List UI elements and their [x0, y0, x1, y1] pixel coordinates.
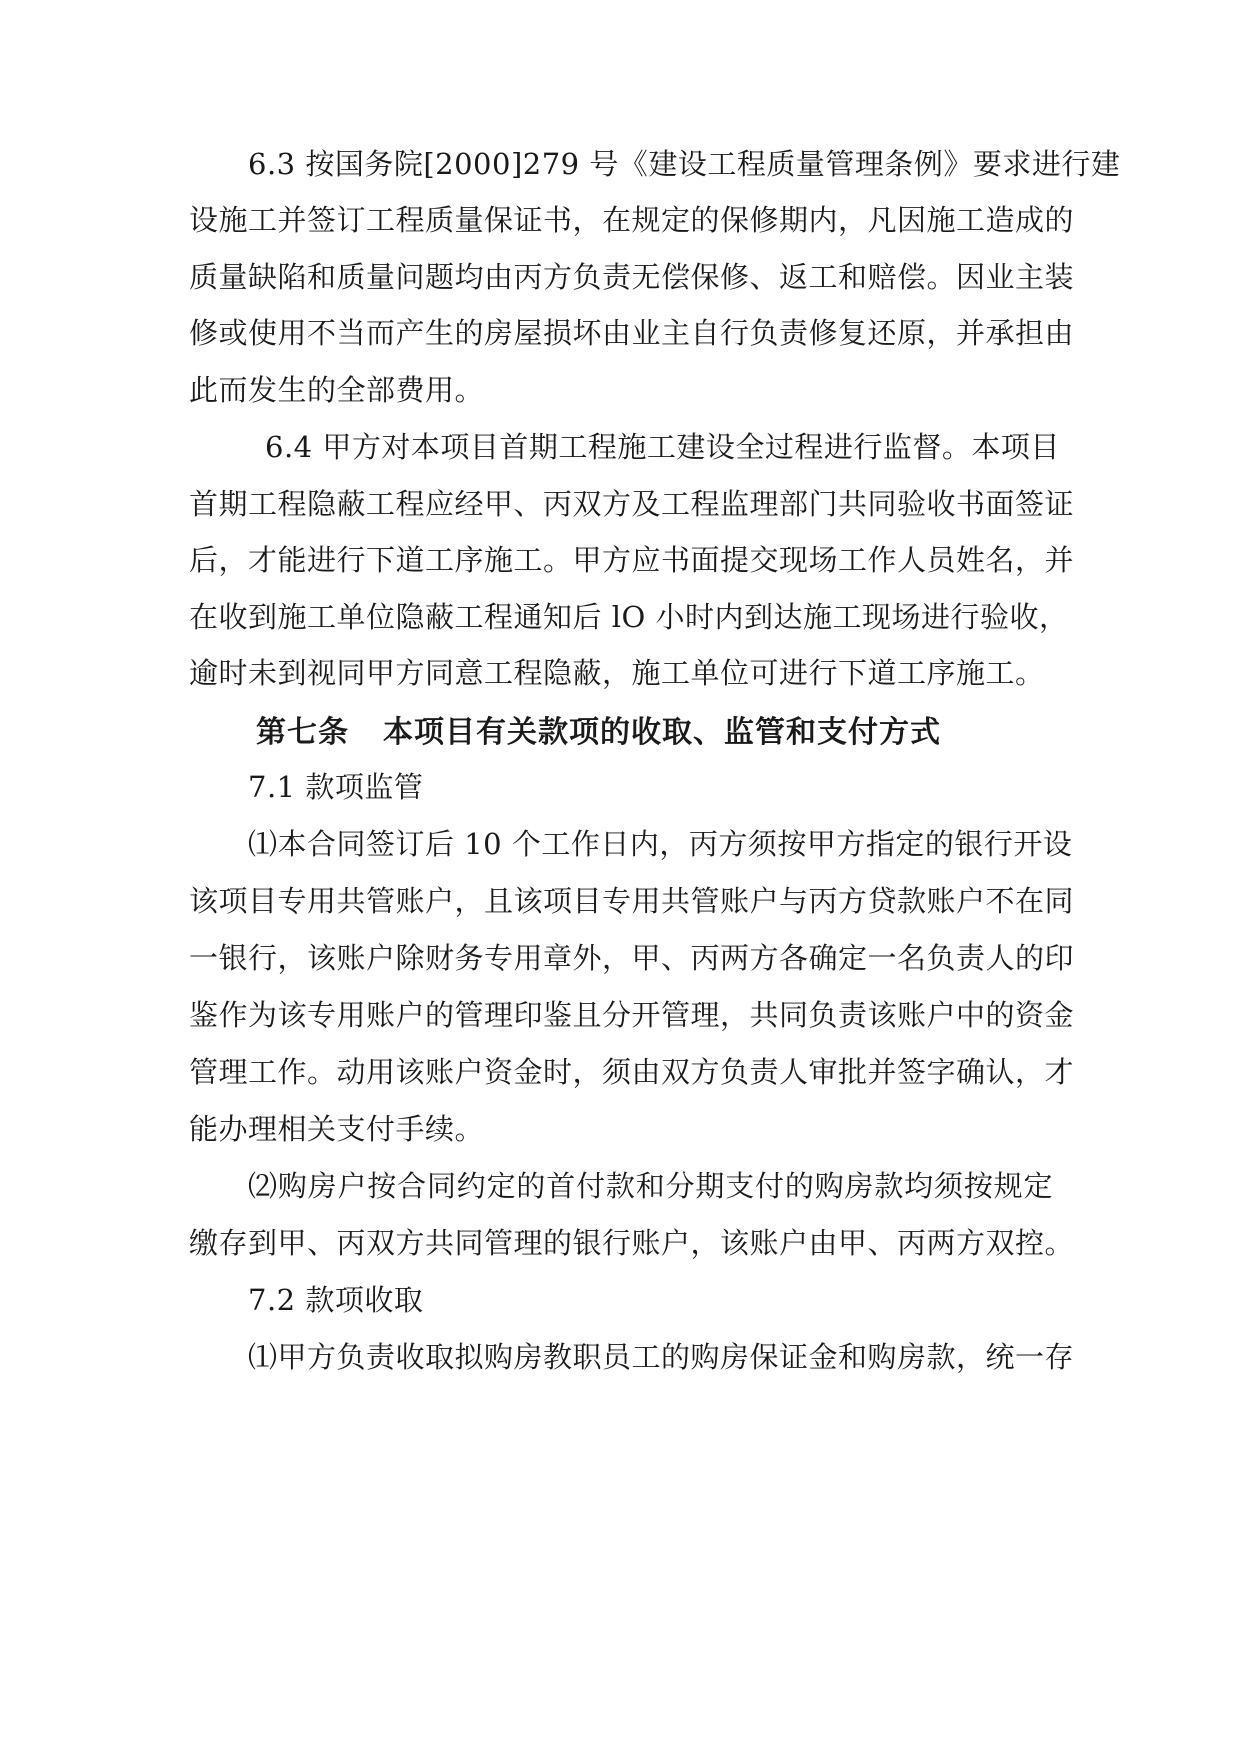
section-7-1-item-1-line-3: 一银行，该账户除财务专用章外，甲、丙两方各确定一名负责人的印	[189, 941, 1075, 975]
section-6-3-line-5: 此而发生的全部费用。	[189, 373, 485, 407]
article-7-number: 第七条	[256, 715, 349, 750]
article-7-title: 本项目有关款项的收取、监管和支付方式	[383, 715, 941, 750]
section-7-1-item-1-line-2: 该项目专用共管账户，且该项目专用共管账户与丙方贷款账户不在同	[189, 884, 1075, 918]
section-7-1-item-2-line-2: 缴存到甲、丙双方共同管理的银行账户，该账户由甲、丙两方双控。	[189, 1226, 1075, 1260]
section-6-4-line-4: 在收到施工单位隐蔽工程通知后 lO 小时内到达施工现场进行验收，	[189, 600, 1069, 634]
section-6-4-line-3: 后，才能进行下道工序施工。甲方应书面提交现场工作人员姓名，并	[189, 543, 1075, 577]
section-6-3-line-1: 6.3 按国务院[2000]279 号《建设工程质量管理条例》要求进行建	[248, 147, 1121, 181]
section-7-2-item-1-line-1: ⑴甲方负责收取拟购房教职员工的购房保证金和购房款，统一存	[248, 1340, 1075, 1374]
section-7-1-item-1-line-4: 鉴作为该专用账户的管理印鉴且分开管理，共同负责该账户中的资金	[189, 998, 1075, 1032]
section-6-3-line-2: 设施工并签订工程质量保证书，在规定的保修期内，凡因施工造成的	[189, 203, 1075, 237]
section-7-1-heading: 7.1 款项监管	[248, 770, 424, 804]
section-7-1-item-1-line-6: 能办理相关支付手续。	[189, 1112, 485, 1146]
section-6-3-line-4: 修或使用不当而产生的房屋损坏由业主自行负责修复还原，并承担由	[189, 316, 1075, 350]
section-6-3-line-3: 质量缺陷和质量问题均由丙方负责无偿保修、返工和赔偿。因业主装	[189, 260, 1075, 294]
article-7-heading	[256, 712, 996, 754]
section-6-4-line-1: 6.4 甲方对本项目首期工程施工建设全过程进行监督。本项目	[265, 430, 1060, 464]
section-6-4-line-5: 逾时未到视同甲方同意工程隐蔽，施工单位可进行下道工序施工。	[189, 656, 1045, 690]
section-7-1-item-1-line-1: ⑴本合同签订后 10 个工作日内，丙方须按甲方指定的银行开设	[248, 827, 1073, 861]
section-7-2-heading: 7.2 款项收取	[248, 1283, 424, 1317]
section-7-1-item-1-line-5: 管理工作。动用该账户资金时，须由双方负责人审批并签字确认，才	[189, 1055, 1075, 1089]
section-7-1-item-2-line-1: ⑵购房户按合同约定的首付款和分期支付的购房款均须按规定	[248, 1169, 1053, 1203]
section-6-4-line-2: 首期工程隐蔽工程应经甲、丙双方及工程监理部门共同验收书面签证	[189, 487, 1075, 521]
